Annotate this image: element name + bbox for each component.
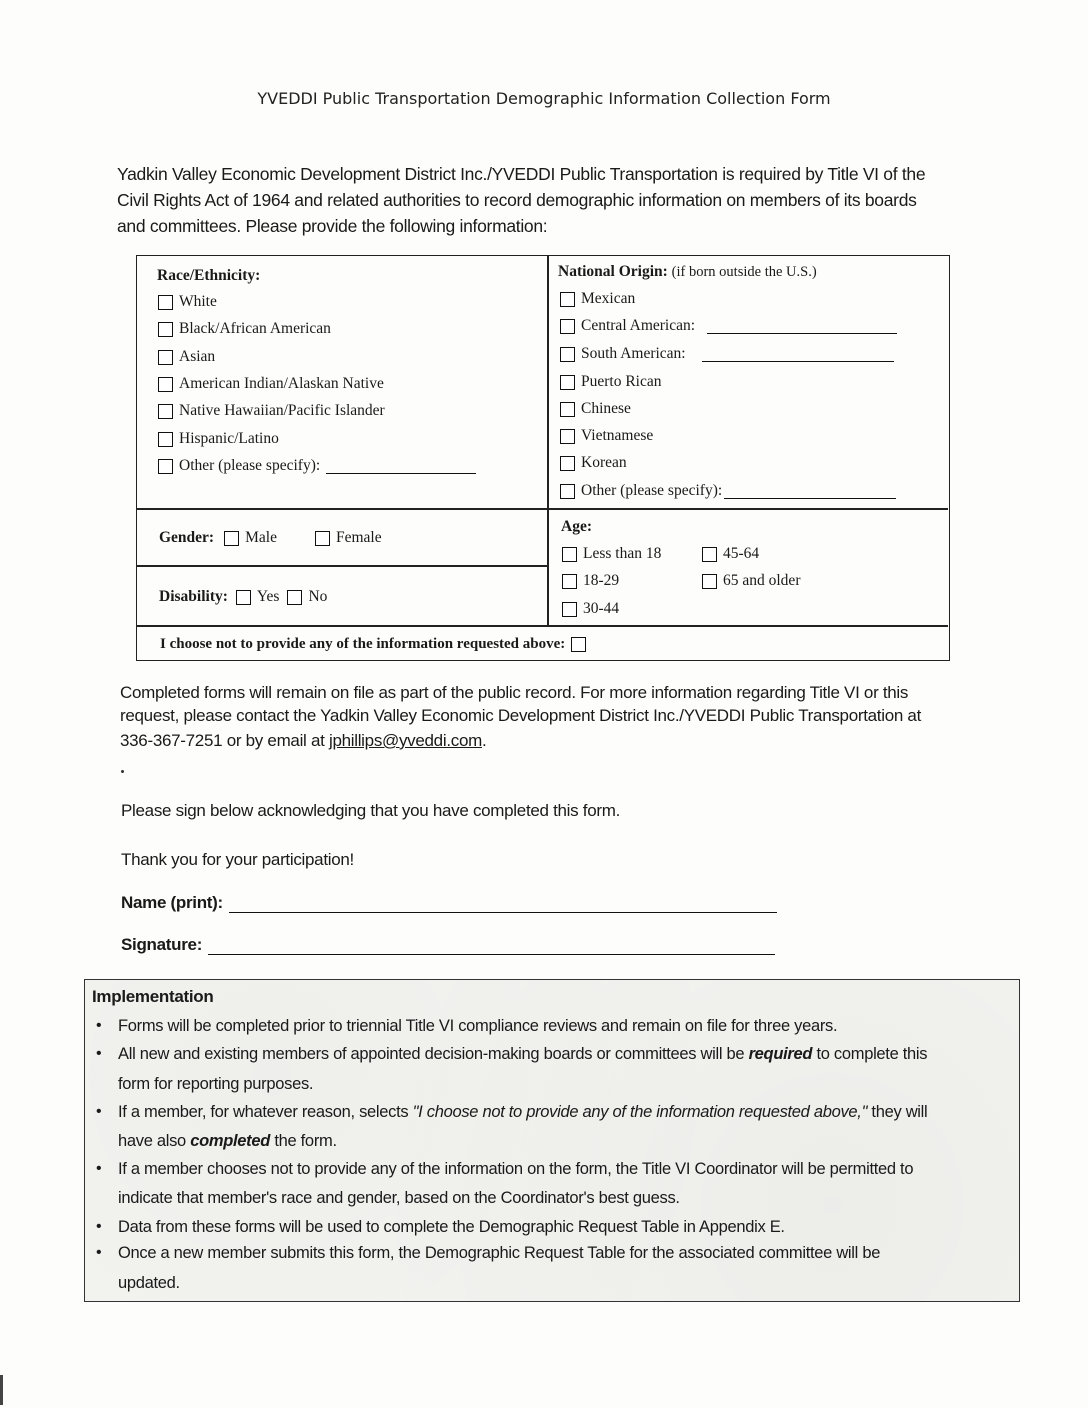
bullet-text: Forms will be completed prior to triennial Title VI compliance reviews and remain on file for three years. — [118, 1017, 838, 1035]
checkbox[interactable] — [158, 322, 173, 337]
option-label: No — [308, 588, 328, 605]
race-option-other[interactable] — [158, 457, 476, 475]
option-label: 18-29 — [583, 572, 620, 589]
origin-other-field[interactable] — [724, 484, 896, 499]
completed-line: request, please contact the Yadkin Valley Economic Development District Inc./YVEDDI Public Transportation at — [120, 706, 922, 725]
quote-text: "I choose not to provide any of the information requested above," — [412, 1103, 868, 1121]
origin-option-chinese[interactable] — [560, 400, 631, 418]
option-label: South American: — [581, 345, 686, 362]
age-option-30-44[interactable] — [562, 600, 619, 618]
option-label: Black/African American — [179, 320, 331, 337]
checkbox[interactable] — [158, 377, 173, 392]
option-label: Central American: — [581, 317, 696, 334]
implementation-bullet — [96, 1155, 914, 1183]
checkbox[interactable] — [702, 547, 717, 562]
option-label: Female — [335, 529, 382, 546]
bullet-dot: • — [96, 1160, 102, 1177]
intro-paragraph — [117, 161, 967, 239]
checkbox[interactable] — [158, 432, 173, 447]
age-option-18-29[interactable] — [562, 572, 619, 590]
bullet-dot: • — [96, 1103, 102, 1120]
emphasis-text: completed — [190, 1132, 271, 1150]
bullet-dot: • — [96, 1017, 102, 1034]
checkbox[interactable] — [562, 602, 577, 617]
signature-row — [121, 935, 775, 955]
bullet-text: the form. — [270, 1132, 337, 1150]
contact-text: 336-367-7251 or by email at — [120, 731, 329, 750]
disability-yes-checkbox[interactable] — [236, 590, 251, 605]
option-label: White — [179, 293, 217, 310]
option-label: Other (please specify): — [179, 457, 321, 474]
option-label: Chinese — [581, 400, 631, 417]
origin-option-korean[interactable] — [560, 454, 627, 472]
option-label: Yes — [256, 588, 280, 605]
opt-out-row — [160, 636, 592, 653]
period-text: . — [481, 731, 487, 750]
signature-field[interactable] — [208, 938, 775, 955]
gender-male-checkbox[interactable] — [224, 531, 239, 546]
implementation-bullet — [96, 1012, 838, 1040]
stray-mark — [121, 770, 124, 773]
implementation-bullet — [96, 1213, 785, 1241]
origin-option-south-american[interactable] — [560, 345, 894, 363]
bullet-text: If a member chooses not to provide any of the information on the form, the Title VI Coordinator will be permitted to — [118, 1160, 914, 1178]
checkbox[interactable] — [560, 456, 575, 471]
gender-row — [159, 529, 382, 547]
name-field[interactable] — [229, 896, 777, 913]
implementation-bullet-cont — [118, 1269, 180, 1297]
age-option-45-64[interactable] — [702, 545, 759, 563]
section-divider — [137, 508, 948, 510]
bullet-dot: • — [96, 1045, 102, 1062]
origin-option-central-american[interactable] — [560, 317, 897, 335]
implementation-bullet-cont — [118, 1127, 337, 1155]
checkbox[interactable] — [702, 574, 717, 589]
origin-heading: National Origin: — [558, 263, 668, 280]
completed-line: Completed forms will remain on file as part of the public record. For more information regarding Title VI or this — [120, 683, 909, 702]
bullet-text: If a member, for whatever reason, selects — [118, 1103, 413, 1121]
implementation-bullet — [96, 1239, 881, 1267]
name-label: Name (print): — [121, 893, 223, 912]
disability-label: Disability: — [159, 588, 228, 605]
checkbox[interactable] — [560, 347, 575, 362]
checkbox[interactable] — [560, 484, 575, 499]
scan-edge-mark — [0, 1375, 3, 1405]
origin-option-vietnamese[interactable] — [560, 427, 653, 445]
age-option-65-and-older[interactable] — [702, 572, 800, 590]
option-label: Native Hawaiian/Pacific Islander — [179, 402, 385, 419]
option-label: Other (please specify): — [581, 482, 723, 499]
race-option-hispanic[interactable] — [158, 430, 279, 448]
race-other-field[interactable] — [326, 459, 476, 474]
checkbox[interactable] — [560, 402, 575, 417]
checkbox[interactable] — [560, 319, 575, 334]
implementation-bullet — [96, 1098, 928, 1126]
opt-out-label: I choose not to provide any of the information requested above: — [160, 636, 566, 652]
checkbox[interactable] — [560, 429, 575, 444]
gender-label: Gender: — [159, 529, 215, 546]
bullet-text: form for reporting purposes. — [118, 1075, 314, 1093]
bullet-text: they will — [867, 1103, 928, 1121]
race-option-white[interactable] — [158, 293, 217, 311]
implementation-box — [84, 979, 1020, 1302]
checkbox[interactable] — [158, 459, 173, 474]
origin-option-mexican[interactable] — [560, 290, 635, 308]
column-divider — [547, 256, 549, 626]
emphasis-text: required — [748, 1045, 813, 1063]
sign-prompt: Please sign below acknowledging that you have completed this form. — [121, 801, 620, 820]
bullet-dot: • — [96, 1218, 102, 1235]
race-option-black[interactable] — [158, 320, 331, 338]
checkbox[interactable] — [560, 292, 575, 307]
option-label: 30-44 — [583, 600, 620, 617]
intro-line: and committees. Please provide the following information: — [117, 216, 548, 236]
disability-row — [159, 588, 327, 606]
option-label: Puerto Rican — [581, 373, 662, 390]
section-divider — [137, 625, 948, 627]
form-title: YVEDDI Public Transportation Demographic Information Collection Form — [257, 89, 831, 108]
option-label: Male — [245, 529, 277, 546]
origin-note: (if born outside the U.S.) — [671, 264, 817, 280]
bullet-text: All new and existing members of appointed decision-making boards or committees will be — [118, 1045, 749, 1063]
race-option-asian[interactable] — [158, 348, 215, 366]
checkbox[interactable] — [562, 547, 577, 562]
option-label: Mexican — [581, 290, 636, 307]
race-heading: Race/Ethnicity: — [157, 267, 261, 284]
bullet-text: indicate that member's race and gender, based on the Coordinator's best guess. — [118, 1189, 680, 1207]
option-label: Vietnamese — [581, 427, 654, 444]
gender-female-checkbox[interactable] — [315, 531, 330, 546]
option-label: Hispanic/Latino — [179, 430, 279, 447]
opt-out-checkbox[interactable] — [571, 637, 586, 652]
origin-option-puerto-rican[interactable] — [560, 373, 662, 391]
intro-line: Civil Rights Act of 1964 and related authorities to record demographic information on members of its boards — [117, 190, 917, 210]
checkbox[interactable] — [560, 375, 575, 390]
checkbox[interactable] — [158, 404, 173, 419]
option-label: Less than 18 — [583, 545, 662, 562]
section-divider — [137, 565, 547, 567]
option-label: Asian — [179, 348, 216, 365]
bullet-text: updated. — [118, 1274, 180, 1292]
implementation-bullet-cont — [118, 1184, 680, 1212]
bullet-text: Once a new member submits this form, the Demographic Request Table for the associated committee will be — [118, 1244, 881, 1262]
age-option-less-than-18[interactable] — [562, 545, 661, 563]
intro-line: Yadkin Valley Economic Development District Inc./YVEDDI Public Transportation is required by Title VI of the — [117, 164, 926, 184]
origin-heading-row — [558, 263, 817, 281]
race-option-native-hawaiian[interactable] — [158, 402, 385, 420]
signature-label: Signature: — [121, 935, 203, 954]
checkbox[interactable] — [158, 295, 173, 310]
race-option-american-indian[interactable] — [158, 375, 384, 393]
checkbox[interactable] — [158, 350, 173, 365]
bullet-text: Data from these forms will be used to complete the Demographic Request Table in Appendix E. — [118, 1218, 785, 1236]
central-american-field[interactable] — [707, 319, 897, 334]
south-american-field[interactable] — [702, 347, 894, 362]
implementation-heading: Implementation — [92, 987, 214, 1006]
bullet-dot: • — [96, 1244, 102, 1261]
completed-line-contact — [120, 731, 486, 751]
origin-option-other[interactable] — [560, 482, 896, 500]
option-label: American Indian/Alaskan Native — [179, 375, 384, 392]
option-label: 45-64 — [723, 545, 760, 562]
bullet-text: have also — [118, 1132, 191, 1150]
implementation-bullet-cont — [118, 1070, 313, 1098]
checkbox[interactable] — [562, 574, 577, 589]
email-link[interactable]: jphillips@yveddi.com — [328, 731, 482, 750]
thanks-text: Thank you for your participation! — [121, 850, 354, 869]
option-label: Korean — [581, 454, 627, 471]
name-row — [121, 893, 777, 913]
implementation-bullet — [96, 1040, 928, 1068]
age-heading: Age: — [561, 518, 592, 535]
option-label: 65 and older — [723, 572, 801, 589]
bullet-text: to complete this — [812, 1045, 928, 1063]
disability-no-checkbox[interactable] — [287, 590, 302, 605]
